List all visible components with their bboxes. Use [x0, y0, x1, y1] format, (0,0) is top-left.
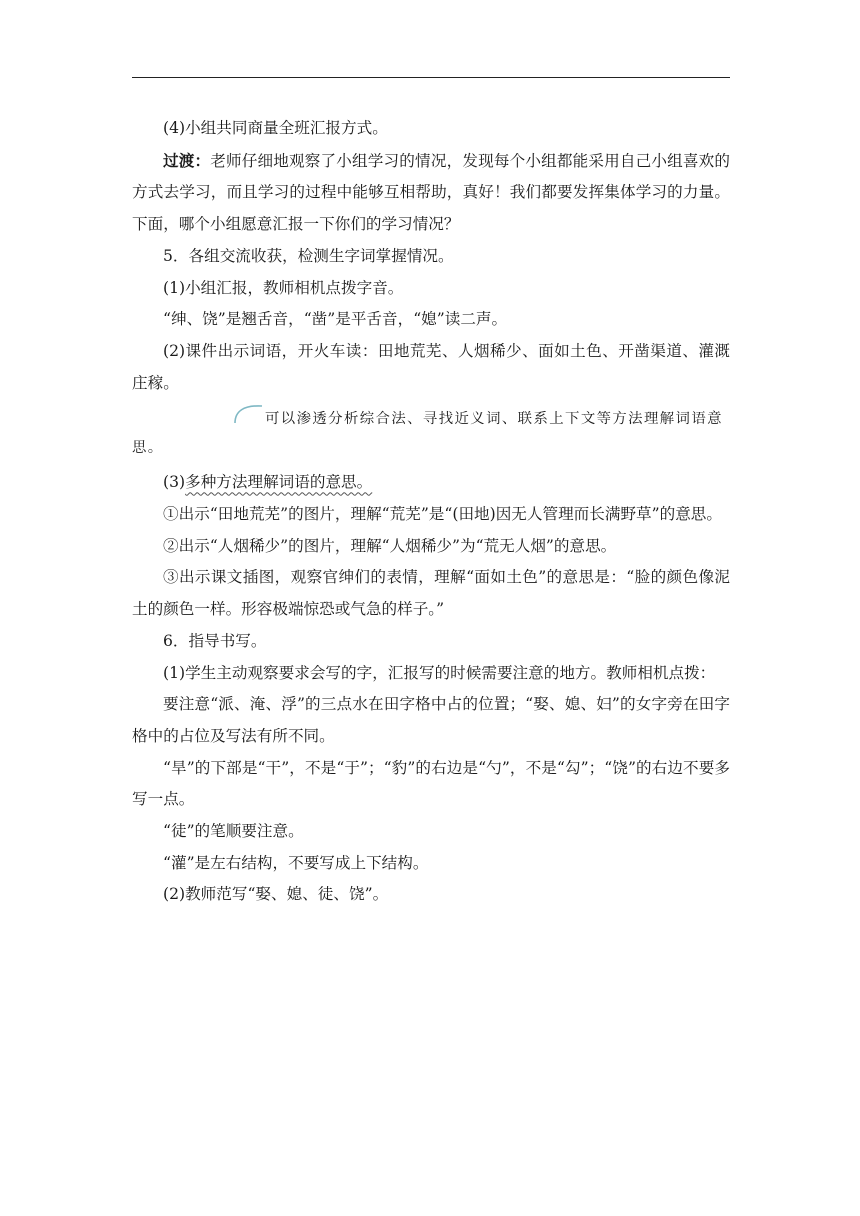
note-hook-icon: [232, 403, 264, 425]
paragraph-transition: [132, 145, 730, 241]
lesson-content: [132, 113, 730, 911]
paragraph-character-notes: “旱”的下部是“干”，不是“于”；“豹”的右边是“勺”，不是“勾”；“饶”的右边不要多写一点。: [132, 758, 730, 809]
margin-note-text: 可以渗透分析综合法、寻找近义词、联系上下文等方法理解词语意思。: [132, 411, 723, 457]
paragraph-stroke-order: “徒”的笔顺要注意。: [163, 822, 304, 841]
margin-note: [132, 405, 730, 463]
paragraph-radical-notes: 要注意“派、淹、浮”的三点水在田字格中占的位置；“娶、媳、妇”的女字旁在田字格中的占位及写法有所不同。: [132, 695, 730, 745]
paragraph-word-pale: ③出示课文插图，观察官绅们的表情，理解“面如土色”的意思是：“脸的颜色像泥土的颜色一样。形容极端惊恐或气急的样子。”: [132, 568, 730, 619]
paragraph-structure: “灌”是左右结构，不要写成上下结构。: [163, 853, 429, 872]
transition-text: 老师仔细地观察了小组学习的情况，发现每个小组都能采用自己小组喜欢的方式去学习，而且学习的过程中能够互相帮助，真好！我们都要发挥集体学习的力量。下面，哪个小组愿意汇报一下你们的学习情况？: [132, 151, 730, 234]
paragraph-step-6: 6．指导书写。: [163, 631, 267, 650]
paragraph-word-sparse: ②出示“人烟稀少”的图片，理解“人烟稀少”为“荒无人烟”的意思。: [163, 536, 617, 555]
paragraph-pronunciation: “绅、饶”是翘舌音，“凿”是平舌音，“媳”读二声。: [163, 310, 508, 329]
paragraph-group-report-method: (4)小组共同商量全班汇报方式。: [163, 119, 388, 137]
paragraph-understand-words: [132, 467, 730, 499]
understand-words-prefix: (3): [163, 473, 186, 492]
paragraph-observe-characters: (1)学生主动观察要求会写的字，汇报写的时候需要注意的地方。教师相机点拨：: [163, 663, 716, 682]
paragraph-teacher-demo: (2)教师范写“娶、媳、徒、饶”。: [163, 885, 389, 904]
paragraph-word-reading: (2)课件出示词语，开火车读：田地荒芜、人烟稀少、面如土色、开凿渠道、灌溉庄稼。: [132, 341, 730, 392]
header-rule: [132, 77, 730, 78]
transition-label: 过渡：: [163, 150, 211, 170]
understand-words-underlined: 多种方法理解词语的意思。: [185, 473, 373, 492]
paragraph-group-report: (1)小组汇报，教师相机点拨字音。: [163, 278, 404, 297]
paragraph-step-5: 5．各组交流收获，检测生字词掌握情况。: [163, 246, 454, 265]
paragraph-word-barren: ①出示“田地荒芜”的图片，理解“荒芜”是“(田地)因无人管理而长满野草”的意思。: [163, 505, 722, 524]
